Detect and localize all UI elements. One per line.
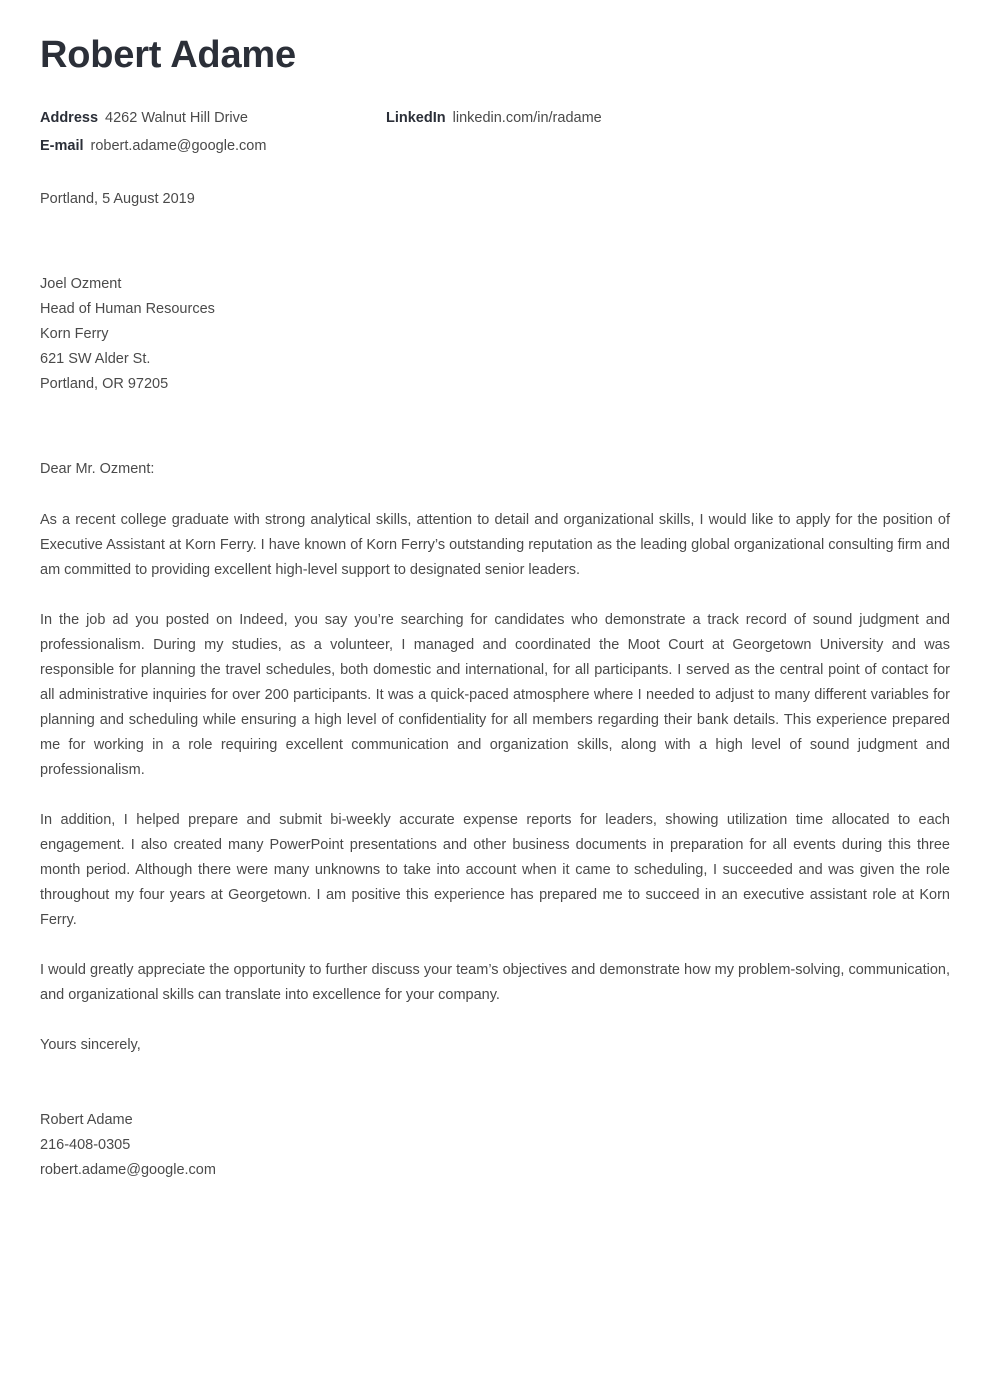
letter-header xyxy=(40,0,950,78)
recipient-company: Korn Ferry xyxy=(40,325,109,342)
body-paragraph: I would greatly appreciate the opportunity to further discuss your team’s objectives and demonstrate how my problem-solving, communication, and organizational skills can translate into excellence for your company. xyxy=(40,961,950,1003)
contact-value-linkedin[interactable]: linkedin.com/in/radame xyxy=(452,109,602,126)
signature-phone[interactable]: 216-408-0305 xyxy=(40,1136,131,1153)
letter-body xyxy=(40,508,950,1008)
closing-phrase: Yours sincerely, xyxy=(40,1036,141,1053)
contact-label-email: E-mail xyxy=(40,137,84,154)
contact-row xyxy=(40,138,950,154)
contact-item-address xyxy=(40,110,386,126)
contact-label-linkedin: LinkedIn xyxy=(386,109,446,126)
salutation: Dear Mr. Ozment: xyxy=(40,460,155,477)
recipient-address-block xyxy=(40,272,950,397)
letter-date: Portland, 5 August 2019 xyxy=(40,190,195,207)
recipient-city: Portland, OR 97205 xyxy=(40,375,169,392)
signature-name: Robert Adame xyxy=(40,1111,133,1128)
contact-value-address: 4262 Walnut Hill Drive xyxy=(105,109,248,126)
signature-block xyxy=(40,1108,950,1183)
recipient-street: 621 SW Alder St. xyxy=(40,350,151,367)
contact-details xyxy=(40,110,950,154)
contact-item-linkedin[interactable] xyxy=(386,110,602,126)
body-paragraph: In the job ad you posted on Indeed, you say you’re searching for candidates who demonstrate a track record of sound judgment and professionalism. During my studies, as a volunteer, I managed and coordinated the Moot Court at Georgetown University and was responsible for planning the travel schedules, both domestic and international, for all participants. I served as the central point of contact for all administrative inquiries for over 200 participants. It was a quick-paced atmosphere where I needed to adjust to many different variables for planning and scheduling while ensuring a high level of confidentiality for all members regarding their bank details. This experience prepared me for working in a role requiring excellent communication and organization skills, along with a high level of sound judgment and professionalism. xyxy=(40,611,950,778)
body-paragraph: In addition, I helped prepare and submit bi-weekly accurate expense reports for leaders, showing utilization time allocated to each engagement. I also created many PowerPoint presentations and other business documents in preparation for all events during this three month period. Although there were many unknowns to take into account when it came to scheduling, I succeeded and was given the role throughout my four years at Georgetown. I am positive this experience has prepared me to succeed in an executive assistant role at Korn Ferry. xyxy=(40,811,950,928)
contact-item-email[interactable] xyxy=(40,138,386,154)
recipient-title: Head of Human Resources xyxy=(40,300,215,317)
recipient-name: Joel Ozment xyxy=(40,275,122,292)
signature-email[interactable]: robert.adame@google.com xyxy=(40,1161,216,1178)
contact-value-email[interactable]: robert.adame@google.com xyxy=(90,137,267,154)
candidate-name: Robert Adame xyxy=(40,34,296,76)
body-paragraph: As a recent college graduate with strong analytical skills, attention to detail and organizational skills, I would like to apply for the position of Executive Assistant at Korn Ferry. I have known of Korn Ferry’s outstanding reputation as the leading global organizational consulting firm and am committed to providing excellent high-level support to designated senior leaders. xyxy=(40,511,950,578)
contact-label-address: Address xyxy=(40,109,99,126)
contact-row xyxy=(40,110,950,126)
